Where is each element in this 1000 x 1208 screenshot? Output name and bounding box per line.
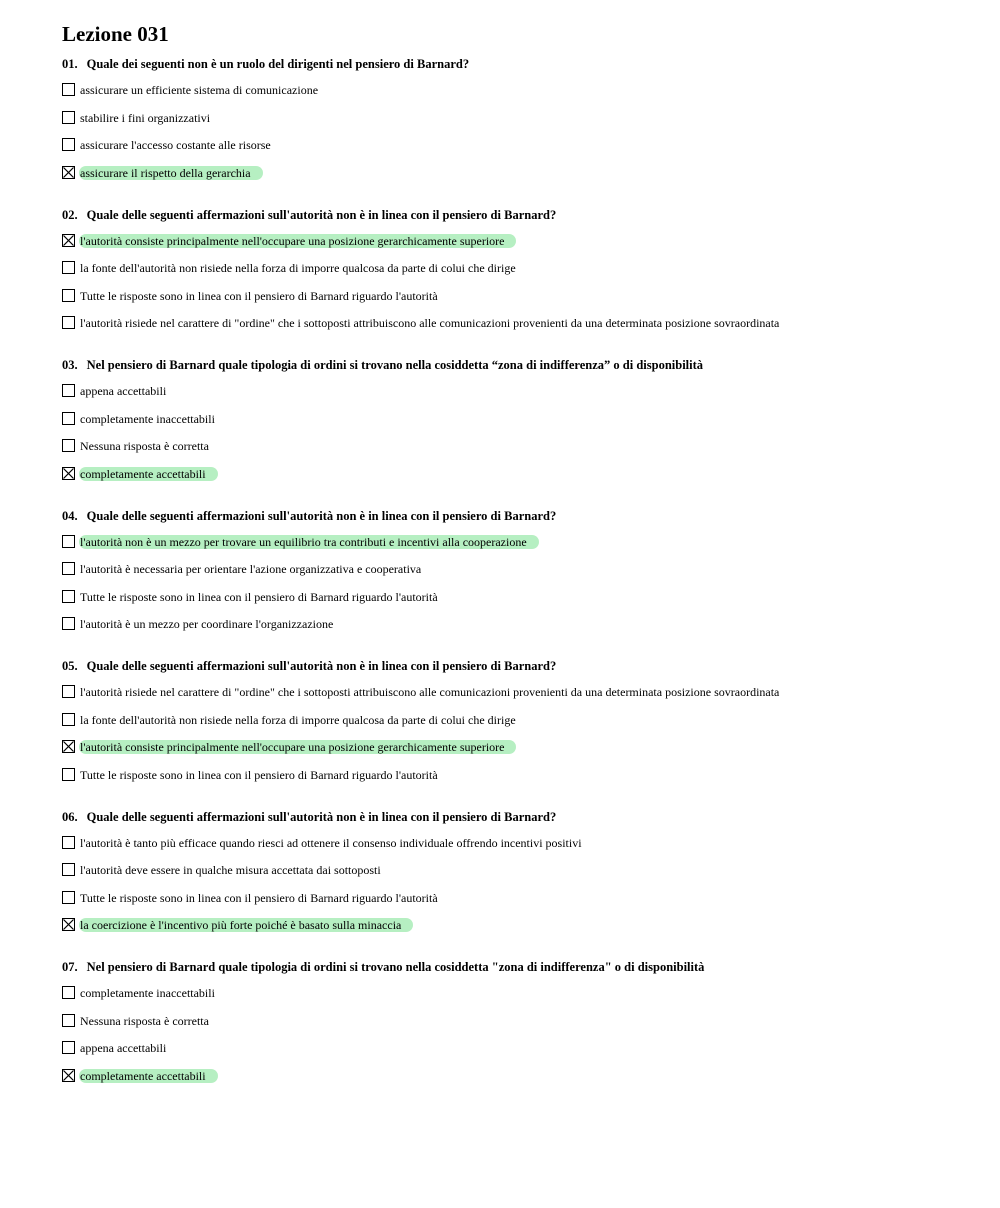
question-number: 05. <box>62 659 78 673</box>
question-text: Nel pensiero di Barnard quale tipologia di ordini si trovano nella cosiddetta “zona di indifferenza” o di disponibilità <box>86 358 704 372</box>
checkbox[interactable] <box>62 836 75 849</box>
question-heading <box>62 658 962 674</box>
correct-answer-label: l'autorità consiste principalmente nell'occupare una posizione gerarchicamente superiore <box>79 740 516 754</box>
page-title: Lezione 031 <box>62 22 169 46</box>
question-text: Quale delle seguenti affermazioni sull'autorità non è in linea con il pensiero di Barnard? <box>86 508 557 523</box>
checked-checkbox[interactable] <box>62 467 75 480</box>
answer-option[interactable] <box>62 1041 962 1057</box>
cross-mark-icon <box>63 919 74 930</box>
answer-label: l'autorità risiede nel carattere di "ordine" che i sottoposti attribuiscono alle comunicazioni provenienti da una determinata posizione sovraordinata <box>80 316 780 330</box>
answer-option[interactable] <box>62 863 962 879</box>
question-heading <box>62 959 962 975</box>
checkbox[interactable] <box>62 316 75 329</box>
answer-option[interactable] <box>62 535 962 551</box>
answer-option[interactable] <box>62 986 962 1002</box>
question-number: 07. <box>62 960 78 974</box>
answer-label: assicurare l'accesso costante alle risorse <box>80 138 271 152</box>
question-heading <box>62 56 962 72</box>
cross-mark-icon <box>63 1070 74 1081</box>
question-text: Quale delle seguenti affermazioni sull'autorità non è in linea con il pensiero di Barnard? <box>86 659 557 673</box>
checkbox[interactable] <box>62 617 75 630</box>
answer-option[interactable] <box>62 111 962 127</box>
answer-option[interactable] <box>62 1014 962 1030</box>
question-heading <box>62 357 962 373</box>
answer-option[interactable] <box>62 412 962 428</box>
answer-option[interactable] <box>62 891 962 907</box>
answer-option[interactable] <box>62 289 962 305</box>
answer-label: Tutte le risposte sono in linea con il pensiero di Barnard riguardo l'autorità <box>80 589 438 604</box>
question-heading <box>62 508 962 524</box>
question-number: 03. <box>62 358 78 372</box>
answer-label: l'autorità è tanto più efficace quando riesci ad ottenere il consenso individuale offrendo incentivi positivi <box>80 835 582 850</box>
answer-option[interactable] <box>62 166 962 182</box>
answer-option[interactable] <box>62 617 962 633</box>
checkbox[interactable] <box>62 1014 75 1027</box>
checkbox[interactable] <box>62 289 75 302</box>
checked-checkbox[interactable] <box>62 740 75 753</box>
answer-label: Nessuna risposta è corretta <box>80 1013 209 1028</box>
answer-label: appena accettabili <box>80 384 167 398</box>
cross-mark-icon <box>63 167 74 178</box>
checkbox[interactable] <box>62 412 75 425</box>
answer-option[interactable] <box>62 439 962 455</box>
question-number: 02. <box>62 207 78 222</box>
answer-label: assicurare un efficiente sistema di comunicazione <box>80 83 319 97</box>
answer-option[interactable] <box>62 234 962 250</box>
question-text: Quale delle seguenti affermazioni sull'autorità non è in linea con il pensiero di Barnard? <box>86 207 557 222</box>
question-block <box>62 508 962 634</box>
checkbox[interactable] <box>62 138 75 151</box>
question-number: 06. <box>62 809 78 824</box>
answer-label: la fonte dell'autorità non risiede nella forza di imporre qualcosa da parte di colui che dirige <box>80 261 516 275</box>
answer-option[interactable] <box>62 1069 962 1085</box>
checked-checkbox[interactable] <box>62 918 75 931</box>
checkbox[interactable] <box>62 83 75 96</box>
correct-answer-label: l'autorità non è un mezzo per trovare un equilibrio tra contributi e incentivi alla cooperazione <box>79 535 539 549</box>
checkbox[interactable] <box>62 891 75 904</box>
checkbox[interactable] <box>62 535 75 548</box>
question-block <box>62 56 962 182</box>
checkbox[interactable] <box>62 863 75 876</box>
question-text: Nel pensiero di Barnard quale tipologia di ordini si trovano nella cosiddetta "zona di indifferenza" o di disponibilità <box>86 960 705 974</box>
cross-mark-icon <box>63 235 74 246</box>
answer-option[interactable] <box>62 562 962 578</box>
answer-option[interactable] <box>62 713 962 729</box>
correct-answer-label: assicurare il rispetto della gerarchia <box>79 166 263 180</box>
question-heading <box>62 809 962 825</box>
answer-label: completamente inaccettabili <box>80 411 215 426</box>
answer-option[interactable] <box>62 740 962 756</box>
answer-label: l'autorità risiede nel carattere di "ordine" che i sottoposti attribuiscono alle comunicazioni provenienti da una determinata posizione sovraordinata <box>80 685 780 699</box>
checkbox[interactable] <box>62 111 75 124</box>
answer-label: stabilire i fini organizzativi <box>80 110 211 125</box>
checkbox[interactable] <box>62 384 75 397</box>
cross-mark-icon <box>63 741 74 752</box>
checkbox[interactable] <box>62 713 75 726</box>
correct-answer-label: la coercizione è l'incentivo più forte poiché è basato sulla minaccia <box>79 918 413 932</box>
answer-option[interactable] <box>62 918 962 934</box>
answer-label: Tutte le risposte sono in linea con il pensiero di Barnard riguardo l'autorità <box>80 890 438 905</box>
checkbox[interactable] <box>62 1041 75 1054</box>
question-block <box>62 809 962 935</box>
question-block <box>62 658 962 784</box>
answer-option[interactable] <box>62 138 962 154</box>
checkbox[interactable] <box>62 562 75 575</box>
question-text: Quale delle seguenti affermazioni sull'autorità non è in linea con il pensiero di Barnard? <box>86 809 557 824</box>
question-heading <box>62 207 962 223</box>
answer-option[interactable] <box>62 384 962 400</box>
answer-label: Tutte le risposte sono in linea con il pensiero di Barnard riguardo l'autorità <box>80 767 438 782</box>
answer-label: completamente inaccettabili <box>80 986 215 1000</box>
checkbox[interactable] <box>62 685 75 698</box>
answer-option[interactable] <box>62 467 962 483</box>
checkbox[interactable] <box>62 986 75 999</box>
answer-label: l'autorità deve essere in qualche misura accettata dai sottoposti <box>80 863 381 877</box>
question-text: Quale dei seguenti non è un ruolo del dirigenti nel pensiero di Barnard? <box>86 57 470 71</box>
answer-label: l'autorità è un mezzo per coordinare l'organizzazione <box>80 617 334 631</box>
question-block <box>62 207 962 333</box>
question-block <box>62 357 962 483</box>
cross-mark-icon <box>63 468 74 479</box>
answer-label: Nessuna risposta è corretta <box>80 439 209 453</box>
checkbox[interactable] <box>62 590 75 603</box>
answer-option[interactable] <box>62 768 962 784</box>
quiz-page <box>62 21 962 1085</box>
question-block <box>62 959 962 1085</box>
checked-checkbox[interactable] <box>62 1069 75 1082</box>
answer-option[interactable] <box>62 590 962 606</box>
correct-answer-label: l'autorità consiste principalmente nell'occupare una posizione gerarchicamente superiore <box>79 234 516 248</box>
checked-checkbox[interactable] <box>62 234 75 247</box>
answer-label: appena accettabili <box>80 1041 167 1055</box>
answer-label: l'autorità è necessaria per orientare l'azione organizzativa e cooperativa <box>80 562 422 576</box>
answer-option[interactable] <box>62 83 962 99</box>
correct-answer-label: completamente accettabili <box>79 1069 218 1083</box>
answer-label: la fonte dell'autorità non risiede nella forza di imporre qualcosa da parte di colui che dirige <box>80 712 516 727</box>
answer-option[interactable] <box>62 261 962 277</box>
question-number: 01. <box>62 57 78 71</box>
answer-label: Tutte le risposte sono in linea con il pensiero di Barnard riguardo l'autorità <box>80 288 438 303</box>
correct-answer-label: completamente accettabili <box>79 467 218 481</box>
answer-option[interactable] <box>62 685 962 701</box>
checked-checkbox[interactable] <box>62 166 75 179</box>
checkbox[interactable] <box>62 261 75 274</box>
checkbox[interactable] <box>62 768 75 781</box>
answer-option[interactable] <box>62 316 962 332</box>
question-number: 04. <box>62 508 78 523</box>
question-list <box>62 56 962 1085</box>
answer-option[interactable] <box>62 836 962 852</box>
checkbox[interactable] <box>62 439 75 452</box>
